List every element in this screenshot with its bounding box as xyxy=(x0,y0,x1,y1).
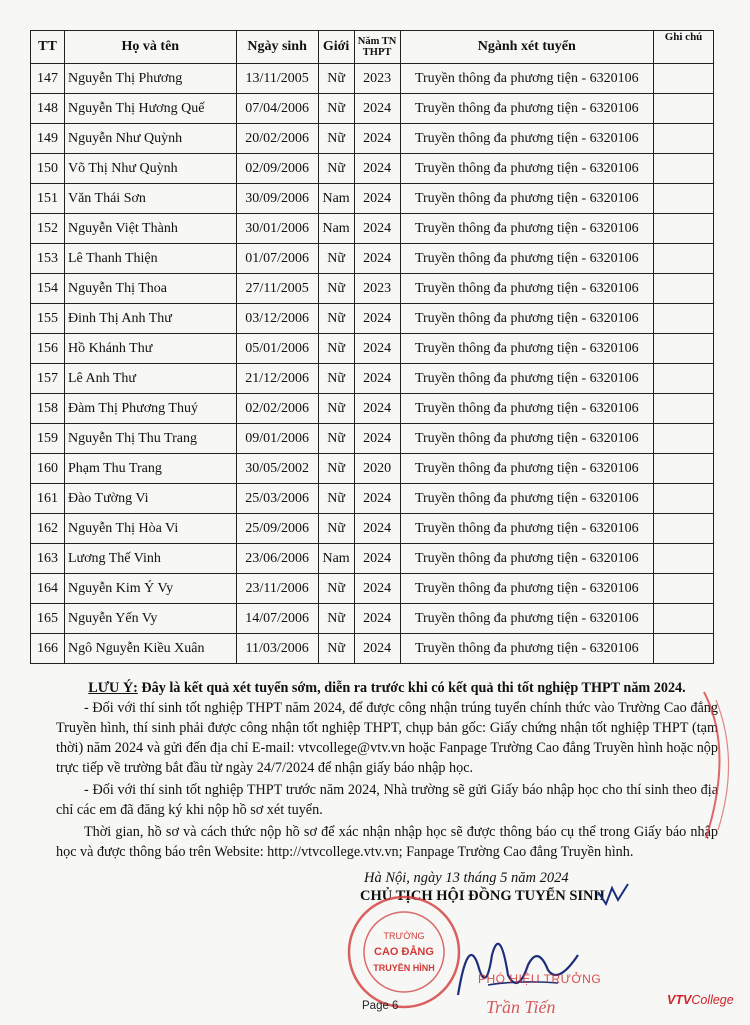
table-row xyxy=(31,244,714,274)
cell-dob: 13/11/2005 xyxy=(236,64,318,94)
cell-dob: 25/03/2006 xyxy=(236,484,318,514)
cell-dob: 30/05/2002 xyxy=(236,454,318,484)
cell-year: 2024 xyxy=(354,514,400,544)
cell-tt: 152 xyxy=(31,214,65,244)
cell-major: Truyền thông đa phương tiện - 6320106 xyxy=(400,214,653,244)
cell-year: 2024 xyxy=(354,634,400,664)
cell-note xyxy=(654,244,714,274)
initial-mark-icon xyxy=(596,882,630,910)
cell-name: Lê Anh Thư xyxy=(64,364,236,394)
table-row xyxy=(31,184,714,214)
table-row xyxy=(31,544,714,574)
cell-dob: 05/01/2006 xyxy=(236,334,318,364)
cell-note xyxy=(654,514,714,544)
cell-year: 2024 xyxy=(354,364,400,394)
cell-note xyxy=(654,574,714,604)
logo-vtv-text: VTV xyxy=(667,993,692,1007)
table-row xyxy=(31,394,714,424)
cell-dob: 02/09/2006 xyxy=(236,154,318,184)
cell-note xyxy=(654,544,714,574)
cell-tt: 165 xyxy=(31,604,65,634)
cell-note xyxy=(654,334,714,364)
header-name: Họ và tên xyxy=(64,31,236,64)
cell-gender: Nữ xyxy=(318,64,354,94)
cell-major: Truyền thông đa phương tiện - 6320106 xyxy=(400,634,653,664)
cell-name: Đinh Thị Anh Thư xyxy=(64,304,236,334)
cell-major: Truyền thông đa phương tiện - 6320106 xyxy=(400,184,653,214)
cell-major: Truyền thông đa phương tiện - 6320106 xyxy=(400,544,653,574)
table-row xyxy=(31,274,714,304)
cell-name: Phạm Thu Trang xyxy=(64,454,236,484)
header-major: Ngành xét tuyển xyxy=(400,31,653,64)
cell-major: Truyền thông đa phương tiện - 6320106 xyxy=(400,454,653,484)
cell-tt: 162 xyxy=(31,514,65,544)
cell-gender: Nữ xyxy=(318,154,354,184)
cell-dob: 03/12/2006 xyxy=(236,304,318,334)
cell-major: Truyền thông đa phương tiện - 6320106 xyxy=(400,364,653,394)
seal-line-3: TRUYỀN HÌNH xyxy=(373,963,435,973)
school-seal-icon xyxy=(345,893,463,1011)
cell-tt: 151 xyxy=(31,184,65,214)
cell-tt: 156 xyxy=(31,334,65,364)
cell-name: Văn Thái Sơn xyxy=(64,184,236,214)
cell-year: 2024 xyxy=(354,574,400,604)
cell-dob: 01/07/2006 xyxy=(236,244,318,274)
cell-tt: 154 xyxy=(31,274,65,304)
cell-name: Nguyễn Thị Thoa xyxy=(64,274,236,304)
cell-name: Lương Thế Vinh xyxy=(64,544,236,574)
cell-gender: Nữ xyxy=(318,364,354,394)
cell-year: 2024 xyxy=(354,394,400,424)
cell-gender: Nữ xyxy=(318,484,354,514)
page-number: Page 6 xyxy=(362,1000,399,1012)
table-row xyxy=(31,124,714,154)
cell-name: Nguyễn Kim Ý Vy xyxy=(64,574,236,604)
cell-tt: 150 xyxy=(31,154,65,184)
cell-tt: 147 xyxy=(31,64,65,94)
cell-major: Truyền thông đa phương tiện - 6320106 xyxy=(400,484,653,514)
cell-tt: 153 xyxy=(31,244,65,274)
cell-note xyxy=(654,274,714,304)
cell-dob: 21/12/2006 xyxy=(236,364,318,394)
table-header-row xyxy=(31,31,714,64)
cell-name: Ngô Nguyễn Kiều Xuân xyxy=(64,634,236,664)
seal-line-1: TRƯỜNG xyxy=(383,931,425,941)
cell-year: 2020 xyxy=(354,454,400,484)
cell-major: Truyền thông đa phương tiện - 6320106 xyxy=(400,244,653,274)
cell-name: Võ Thị Như Quỳnh xyxy=(64,154,236,184)
cell-major: Truyền thông đa phương tiện - 6320106 xyxy=(400,424,653,454)
cell-name: Nguyễn Việt Thành xyxy=(64,214,236,244)
cell-dob: 11/03/2006 xyxy=(236,634,318,664)
notes-section xyxy=(56,678,718,862)
cell-note xyxy=(654,154,714,184)
cell-tt: 163 xyxy=(31,544,65,574)
cell-year: 2024 xyxy=(354,184,400,214)
cell-dob: 25/09/2006 xyxy=(236,514,318,544)
cell-note xyxy=(654,364,714,394)
cell-year: 2024 xyxy=(354,424,400,454)
cell-name: Nguyễn Như Quỳnh xyxy=(64,124,236,154)
header-tt: TT xyxy=(31,31,65,64)
table-row xyxy=(31,364,714,394)
cell-tt: 148 xyxy=(31,94,65,124)
cell-name: Đào Tường Vi xyxy=(64,484,236,514)
table-row xyxy=(31,64,714,94)
cell-year: 2024 xyxy=(354,334,400,364)
cell-note xyxy=(654,604,714,634)
cell-major: Truyền thông đa phương tiện - 6320106 xyxy=(400,154,653,184)
cell-gender: Nữ xyxy=(318,124,354,154)
cell-dob: 09/01/2006 xyxy=(236,424,318,454)
cell-gender: Nữ xyxy=(318,244,354,274)
logo-college-text: College xyxy=(691,993,734,1007)
cell-tt: 160 xyxy=(31,454,65,484)
table-row xyxy=(31,214,714,244)
seal-line-2: CAO ĐẲNG xyxy=(374,946,434,958)
cell-gender: Nữ xyxy=(318,304,354,334)
cell-note xyxy=(654,94,714,124)
table-row xyxy=(31,304,714,334)
cell-tt: 157 xyxy=(31,364,65,394)
cell-note xyxy=(654,124,714,154)
cell-major: Truyền thông đa phương tiện - 6320106 xyxy=(400,64,653,94)
cell-major: Truyền thông đa phương tiện - 6320106 xyxy=(400,304,653,334)
cell-note xyxy=(654,184,714,214)
notes-paragraph-3: Thời gian, hồ sơ và cách thức nộp hồ sơ để xác nhận nhập học sẽ được thông báo cụ thể trong Giấy báo nhập học và được thông báo trên Website: http://vtvcollege.vtv.vn; Fanpage Trường Cao đẳng Truyền hình. xyxy=(56,824,718,860)
cell-year: 2023 xyxy=(354,274,400,304)
cell-gender: Nữ xyxy=(318,514,354,544)
notes-paragraph-2: - Đối với thí sinh tốt nghiệp THPT trước năm 2024, Nhà trường sẽ gửi Giấy báo nhập học cho thí sinh theo địa chỉ các em đã đăng ký khi nộp hồ sơ xét tuyển. xyxy=(56,782,718,818)
table-row xyxy=(31,154,714,184)
table-row xyxy=(31,604,714,634)
cell-note xyxy=(654,304,714,334)
handwritten-signature-icon xyxy=(448,925,588,1005)
notes-paragraph-1: - Đối với thí sinh tốt nghiệp THPT năm 2024, để được công nhận trúng tuyển chính thức vào Trường Cao đẳng Truyền hình, thí sinh phải được công nhận tốt nghiệp THPT, chụp bản gốc: Giấy chứng nhận tốt nghiệp THPT (tạm thời) năm 2024 và gửi đến địa chỉ E-mail: vtvcollege@vtv.vn hoặc Fanpage Trường Cao đẳng Truyền hình hoặc nộp trực tiếp về trường bắt đầu từ ngày 24/7/2024 để nhận giấy báo nhập học. xyxy=(56,700,718,776)
cell-year: 2024 xyxy=(354,124,400,154)
table-row xyxy=(31,514,714,544)
cell-tt: 161 xyxy=(31,484,65,514)
cell-note xyxy=(654,64,714,94)
cell-note xyxy=(654,214,714,244)
cell-gender: Nữ xyxy=(318,274,354,304)
cell-year: 2024 xyxy=(354,154,400,184)
cell-tt: 149 xyxy=(31,124,65,154)
cell-name: Hồ Khánh Thư xyxy=(64,334,236,364)
cell-major: Truyền thông đa phương tiện - 6320106 xyxy=(400,514,653,544)
header-year-line2: THPT xyxy=(362,47,392,58)
notes-lead xyxy=(56,678,718,698)
cell-gender: Nữ xyxy=(318,604,354,634)
cell-name: Nguyễn Yến Vy xyxy=(64,604,236,634)
partial-stamp-icon xyxy=(700,690,740,840)
header-graduation-year xyxy=(354,31,400,64)
cell-gender: Nữ xyxy=(318,424,354,454)
cell-year: 2024 xyxy=(354,304,400,334)
cell-tt: 158 xyxy=(31,394,65,424)
cell-gender: Nữ xyxy=(318,454,354,484)
header-note: Ghi chú xyxy=(654,31,714,64)
table-row xyxy=(31,454,714,484)
cell-note xyxy=(654,454,714,484)
header-dob: Ngày sinh xyxy=(236,31,318,64)
cell-name: Nguyễn Thị Thu Trang xyxy=(64,424,236,454)
cell-major: Truyền thông đa phương tiện - 6320106 xyxy=(400,124,653,154)
admission-table xyxy=(30,30,714,664)
cell-gender: Nữ xyxy=(318,634,354,664)
signer-name: Trần Tiến xyxy=(486,997,556,1017)
cell-gender: Nam xyxy=(318,214,354,244)
cell-year: 2024 xyxy=(354,94,400,124)
cell-note xyxy=(654,484,714,514)
cell-year: 2024 xyxy=(354,484,400,514)
cell-gender: Nữ xyxy=(318,574,354,604)
notes-lead-text: Đây là kết quả xét tuyển sớm, diễn ra trước khi có kết quả thi tốt nghiệp THPT năm 2024. xyxy=(137,680,686,696)
cell-gender: Nữ xyxy=(318,334,354,364)
cell-tt: 164 xyxy=(31,574,65,604)
cell-year: 2023 xyxy=(354,64,400,94)
cell-gender: Nam xyxy=(318,544,354,574)
cell-year: 2024 xyxy=(354,244,400,274)
table-row xyxy=(31,334,714,364)
cell-major: Truyền thông đa phương tiện - 6320106 xyxy=(400,574,653,604)
cell-dob: 23/11/2006 xyxy=(236,574,318,604)
cell-major: Truyền thông đa phương tiện - 6320106 xyxy=(400,94,653,124)
cell-gender: Nữ xyxy=(318,394,354,424)
cell-dob: 07/04/2006 xyxy=(236,94,318,124)
cell-major: Truyền thông đa phương tiện - 6320106 xyxy=(400,604,653,634)
cell-name: Lê Thanh Thiện xyxy=(64,244,236,274)
cell-note xyxy=(654,424,714,454)
header-year-line1: Năm TN xyxy=(357,36,397,47)
cell-year: 2024 xyxy=(354,604,400,634)
vtv-college-logo xyxy=(667,993,734,1007)
table-row xyxy=(31,484,714,514)
cell-gender: Nữ xyxy=(318,94,354,124)
table-row xyxy=(31,424,714,454)
table-row xyxy=(31,574,714,604)
cell-tt: 159 xyxy=(31,424,65,454)
cell-dob: 23/06/2006 xyxy=(236,544,318,574)
cell-year: 2024 xyxy=(354,214,400,244)
cell-dob: 20/02/2006 xyxy=(236,124,318,154)
cell-tt: 155 xyxy=(31,304,65,334)
cell-dob: 14/07/2006 xyxy=(236,604,318,634)
cell-name: Đàm Thị Phương Thuý xyxy=(64,394,236,424)
cell-dob: 30/09/2006 xyxy=(236,184,318,214)
notes-lead-label: LƯU Ý: xyxy=(88,680,138,696)
signing-date: Hà Nội, ngày 13 tháng 5 năm 2024 xyxy=(364,870,569,886)
cell-name: Nguyễn Thị Hương Quế xyxy=(64,94,236,124)
cell-major: Truyền thông đa phương tiện - 6320106 xyxy=(400,274,653,304)
header-gender: Giới xyxy=(318,31,354,64)
signing-title: CHỦ TỊCH HỘI ĐỒNG TUYỂN SINH xyxy=(360,888,605,904)
cell-note xyxy=(654,634,714,664)
vice-principal-position: PHÓ HIỆU TRƯỞNG xyxy=(478,972,602,986)
table-row xyxy=(31,94,714,124)
cell-major: Truyền thông đa phương tiện - 6320106 xyxy=(400,394,653,424)
cell-dob: 02/02/2006 xyxy=(236,394,318,424)
cell-major: Truyền thông đa phương tiện - 6320106 xyxy=(400,334,653,364)
cell-year: 2024 xyxy=(354,544,400,574)
cell-name: Nguyễn Thị Hòa Vi xyxy=(64,514,236,544)
cell-gender: Nam xyxy=(318,184,354,214)
cell-dob: 27/11/2005 xyxy=(236,274,318,304)
table-row xyxy=(31,634,714,664)
cell-dob: 30/01/2006 xyxy=(236,214,318,244)
cell-note xyxy=(654,394,714,424)
cell-tt: 166 xyxy=(31,634,65,664)
cell-name: Nguyễn Thị Phương xyxy=(64,64,236,94)
